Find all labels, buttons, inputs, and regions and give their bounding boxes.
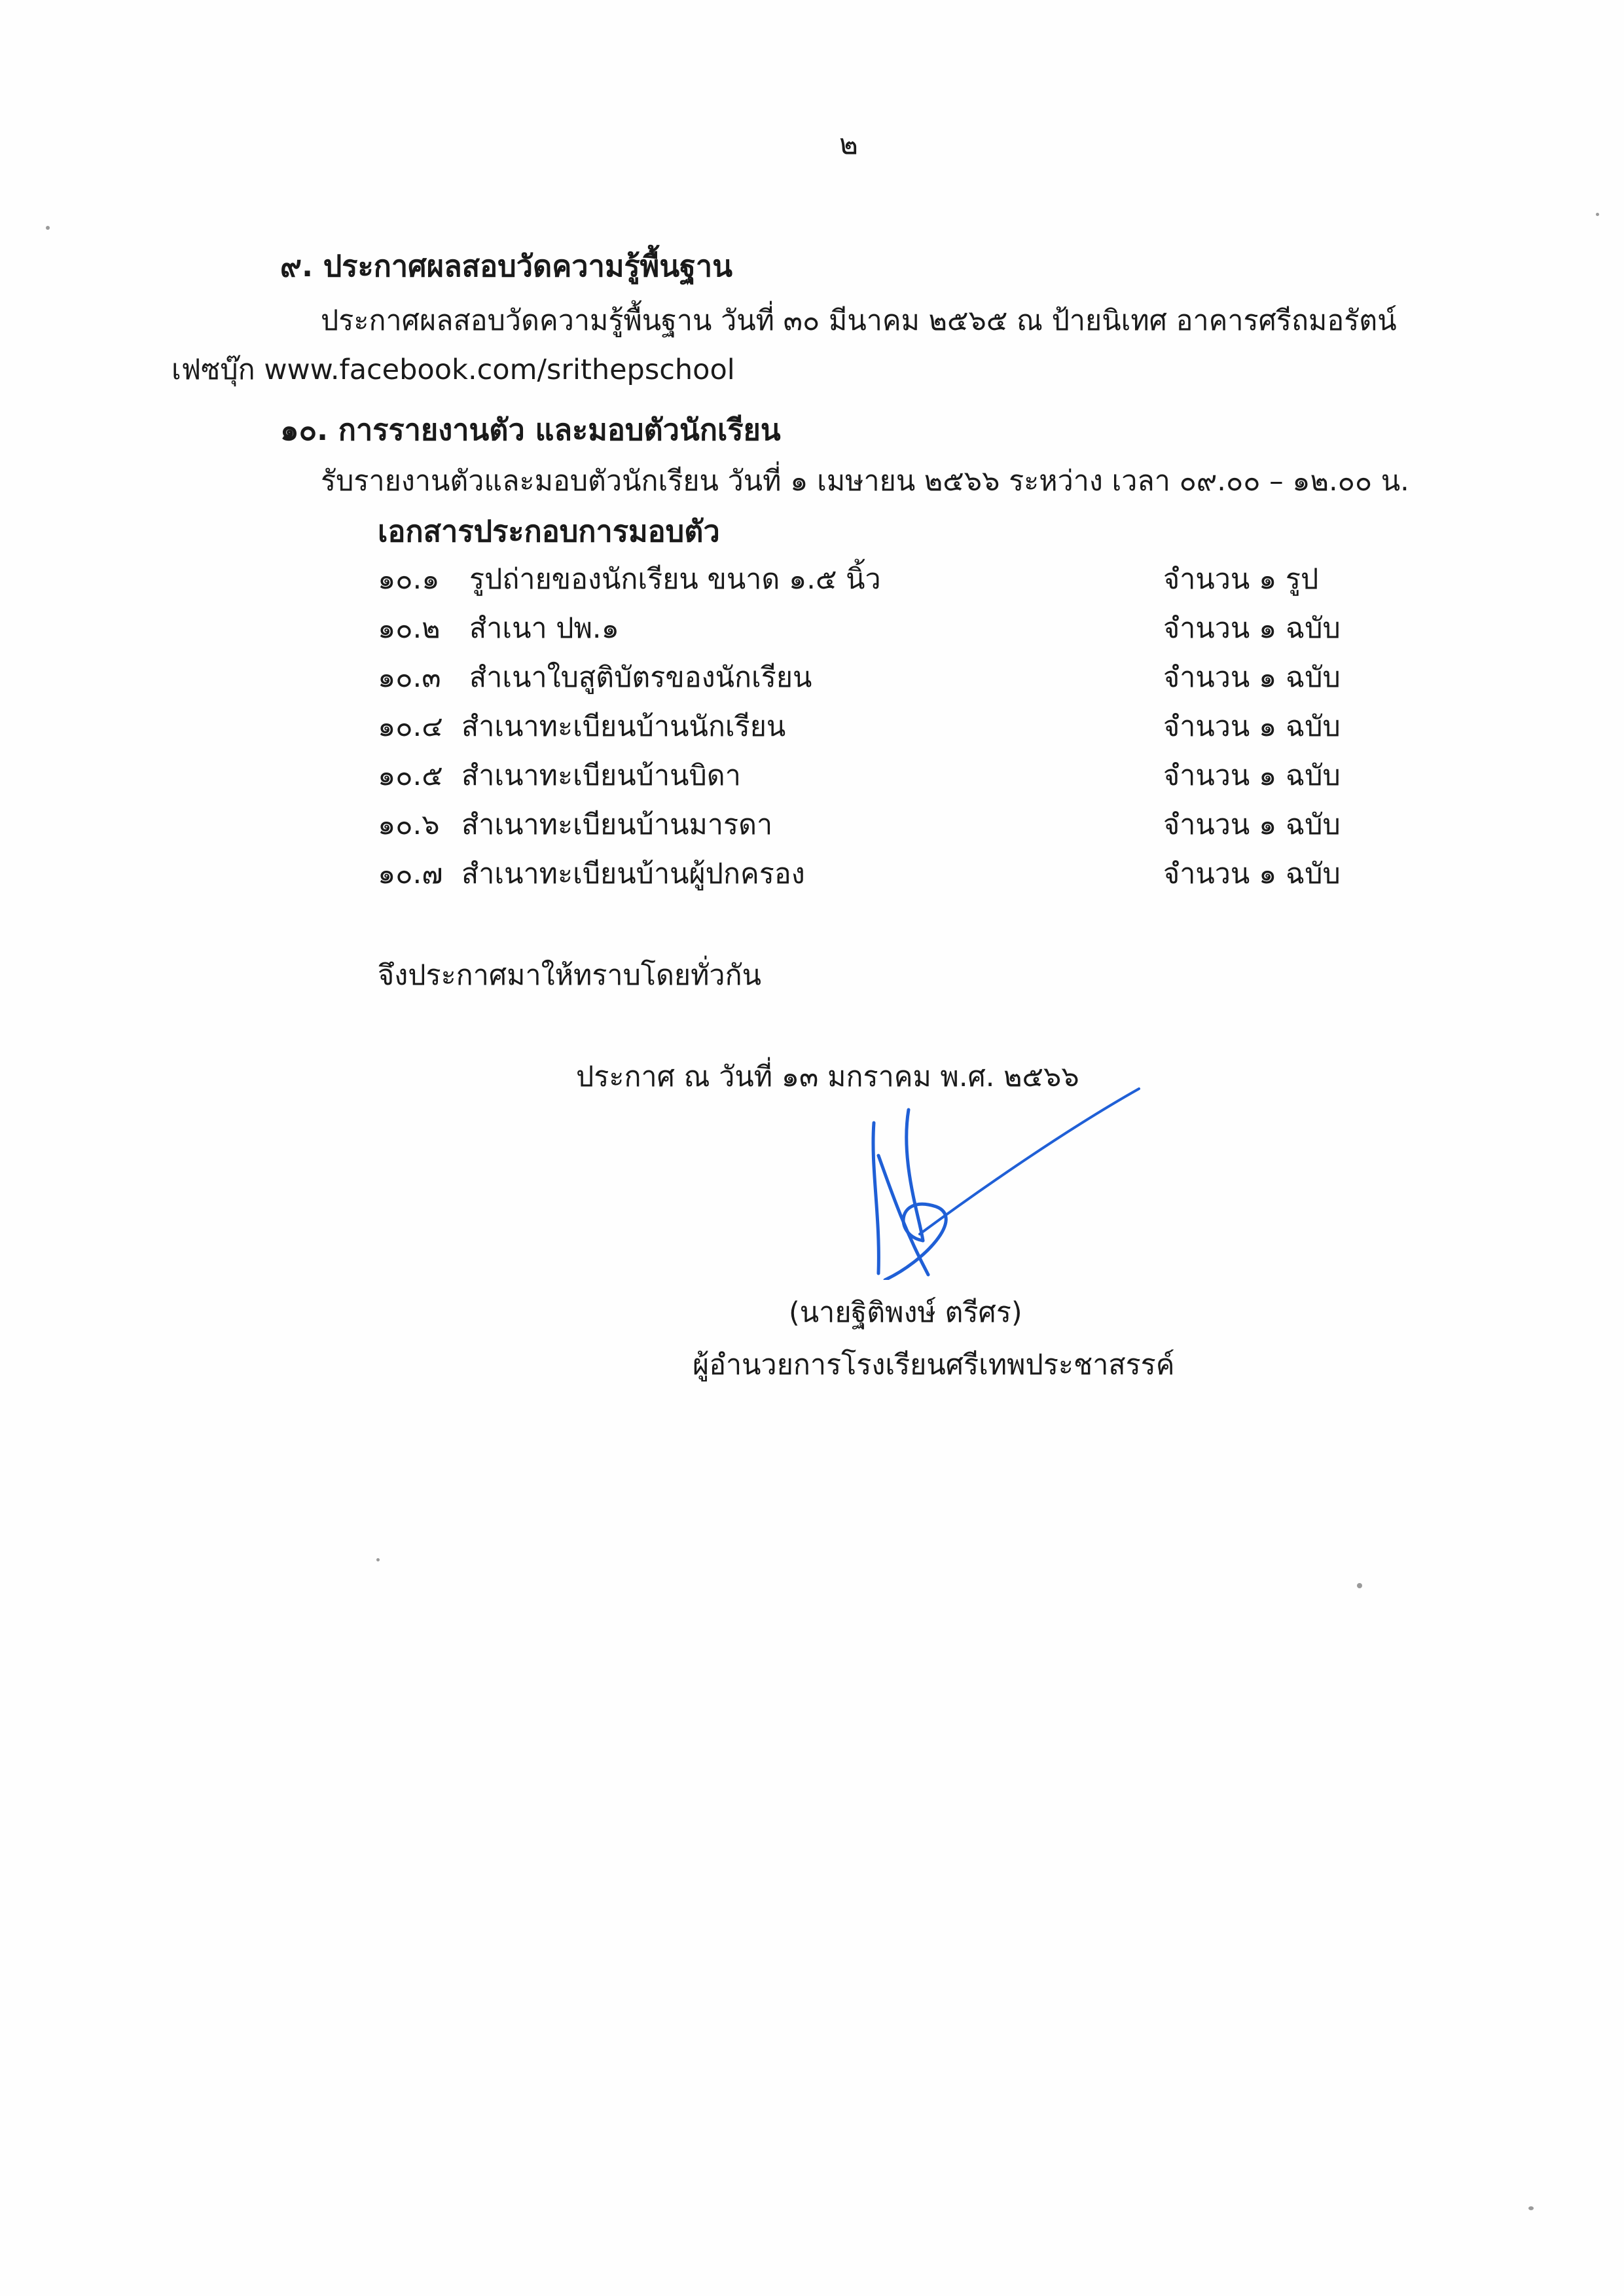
scan-speck [1596,213,1599,216]
section-9-heading: ๙. ประกาศผลสอบวัดความรู้พื้นฐาน [280,249,732,283]
item-description: สำเนาทะเบียนบ้านบิดา [461,759,741,792]
page-number: ๒ [839,128,859,161]
item-number: ๑๐.๔ [378,710,443,743]
item-description: สำเนาทะเบียนบ้านผู้ปกครอง [461,858,805,890]
list-item [378,704,1399,753]
documents-heading: เอกสารประกอบการมอบตัว [378,514,720,549]
section-9-line-1: ประกาศผลสอบวัดความรู้พื้นฐาน วันที่ ๓๐ มีนาคม ๒๕๖๕ ณ ป้ายนิเทศ อาคารศรีถมอรัตน์ [321,304,1397,337]
scan-speck [1528,2206,1534,2210]
section-10-heading: ๑๐. การรายงานตัว และมอบตัวนักเรียน [280,412,781,447]
scan-speck [1357,1583,1362,1588]
item-quantity: จำนวน ๑ ฉบับ [1163,612,1341,645]
item-number: ๑๐.๑ [378,563,440,596]
item-number: ๑๐.๓ [378,661,441,694]
item-number: ๑๐.๖ [378,809,440,841]
item-number: ๑๐.๕ [378,759,443,792]
item-number: ๑๐.๗ [378,858,443,890]
documents-list [378,556,1399,900]
list-item [378,851,1399,900]
item-description: สำเนาทะเบียนบ้านนักเรียน [461,710,786,743]
section-9-line-2: เฟซบุ๊ก www.facebook.com/srithepschool [171,354,735,386]
list-item [378,655,1399,704]
list-item [378,556,1399,606]
item-quantity: จำนวน ๑ รูป [1163,563,1319,596]
list-item [378,753,1399,802]
item-quantity: จำนวน ๑ ฉบับ [1163,661,1341,694]
signature-image [851,1084,1152,1280]
item-number: ๑๐.๒ [378,612,441,645]
item-description: สำเนา ปพ.๑ [469,612,619,645]
item-quantity: จำนวน ๑ ฉบับ [1163,759,1341,792]
closing-statement: จึงประกาศมาให้ทราบโดยทั่วกัน [378,959,762,992]
signer-title: ผู้อำนวยการโรงเรียนศรีเทพประชาสรรค์ [693,1349,1175,1381]
announcement-date: ประกาศ ณ วันที่ ๑๓ มกราคม พ.ศ. ๒๕๖๖ [576,1061,1079,1093]
item-description: รูปถ่ายของนักเรียน ขนาด ๑.๕ นิ้ว [469,563,881,596]
item-description: สำเนาทะเบียนบ้านมารดา [461,809,773,841]
scan-speck [46,226,50,230]
item-quantity: จำนวน ๑ ฉบับ [1163,858,1341,890]
item-quantity: จำนวน ๑ ฉบับ [1163,710,1341,743]
signer-name: (นายฐิติพงษ์ ตรีศร) [789,1296,1022,1329]
item-description: สำเนาใบสูติบัตรของนักเรียน [469,661,812,694]
list-item [378,802,1399,851]
item-quantity: จำนวน ๑ ฉบับ [1163,809,1341,841]
list-item [378,606,1399,655]
scan-speck [376,1558,380,1561]
section-10-line-1: รับรายงานตัวและมอบตัวนักเรียน วันที่ ๑ เมษายน ๒๕๖๖ ระหว่าง เวลา ๐๙.๐๐ – ๑๒.๐๐ น. [321,465,1409,498]
